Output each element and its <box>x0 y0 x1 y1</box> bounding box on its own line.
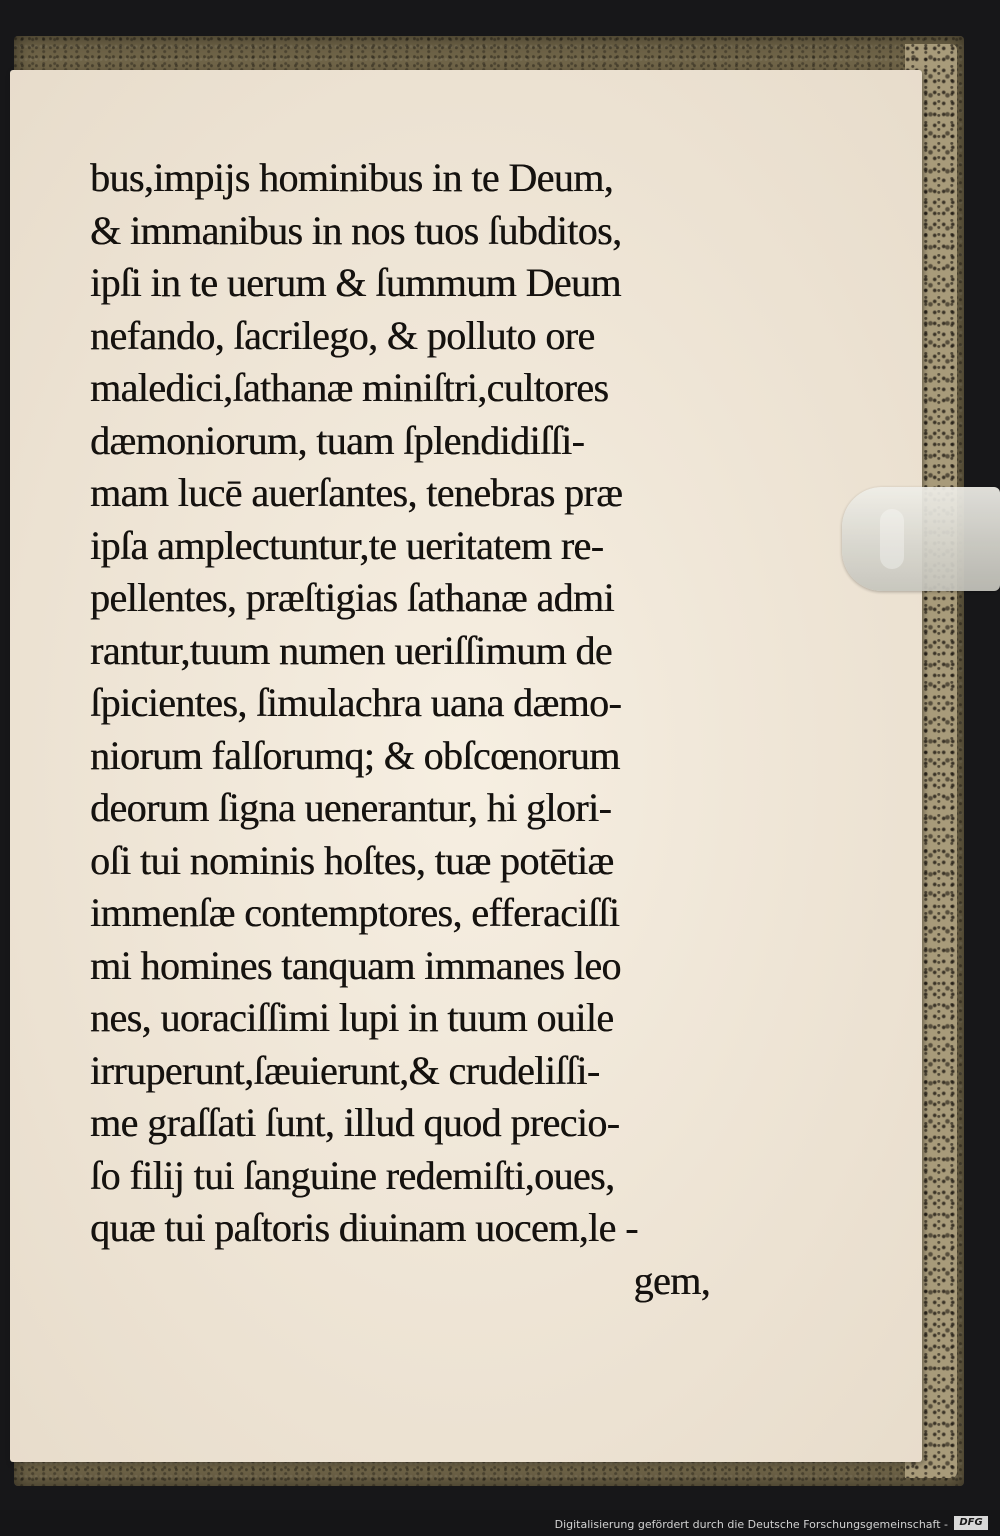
catchword: gem, <box>633 1257 710 1303</box>
text-line: bus,impijs hominibus in te Deum, <box>90 155 614 200</box>
text-line: & immanibus in nos tuos ſubditos, <box>90 207 622 253</box>
book-page <box>10 70 922 1462</box>
text-line: me graſſati ſunt, illud quod precio- <box>90 1100 620 1145</box>
clasp-tab <box>842 487 1000 591</box>
text-line: immenſæ contemptores, efferaciſſi <box>90 890 620 935</box>
text-line: ipſa amplectuntur,te ueritatem re- <box>90 522 604 568</box>
text-line: pellentes, præſtigias ſathanæ admi <box>90 575 614 620</box>
text-line: irruperunt,ſæuierunt,& crudeliſſi- <box>90 1047 600 1093</box>
text-line: ſo filij tui ſanguine redemiſti,oues, <box>90 1152 615 1198</box>
text-line: maledici,ſathanæ miniſtri,cultores <box>90 365 609 410</box>
text-line: deorum ſigna uenerantur, hi glori- <box>90 785 612 830</box>
text-line: nes, uoraciſſimi lupi in tuum ouile <box>90 995 614 1040</box>
text-line: ipſi in te uerum & ſummum Deum <box>90 260 621 305</box>
clasp-tab-hole <box>880 509 904 569</box>
text-line: rantur,tuum numen ueriſſimum de <box>90 627 612 673</box>
text-line: mi homines tanquam immanes leo <box>90 942 621 988</box>
dfg-logo: DFG <box>954 1516 988 1530</box>
digitization-credit: Digitalisierung gefördert durch die Deutsche Forschungsgemeinschaft - <box>554 1518 948 1531</box>
text-line: ſpicientes, ſimulachra uana dæmo- <box>90 680 622 725</box>
text-line: quæ tui paſtoris diuinam uocem,le - <box>90 1205 638 1250</box>
text-line: mam lucē auerſantes, tenebras præ <box>90 470 623 515</box>
text-line: dæmoniorum, tuam ſplendidiſſi- <box>90 417 585 463</box>
page-text <box>90 152 730 1307</box>
text-line: oſi tui nominis hoſtes, tuæ potētiæ <box>90 837 614 883</box>
text-line: nefando, ſacrilego, & polluto ore <box>90 312 595 358</box>
text-line: niorum falſorumq; & obſcœnorum <box>90 732 620 778</box>
